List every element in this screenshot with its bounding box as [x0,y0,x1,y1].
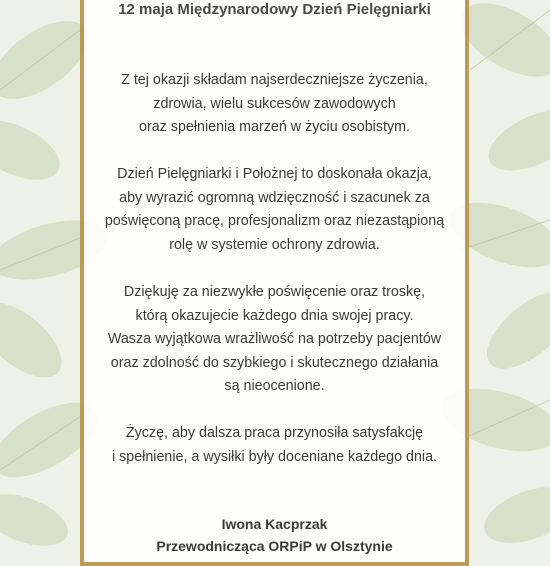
paragraph-wishes [84,69,465,140]
paragraph-thanks [84,281,465,399]
page-title: 12 maja Międzynarodowy Dzień Pielęgniarki [118,1,431,18]
paragraph-line: Z tej okazji składam najserdeczniejsze życzenia, [121,72,428,88]
paragraph-line: Życzę, aby dalsza praca przynosiła satysfakcję [125,425,424,441]
signature-block [84,513,465,557]
paragraph-line: zdrowia, wielu sukcesów zawodowych [153,95,396,112]
signature-name: Iwona Kacprzak [221,516,328,532]
paragraph-line: Wasza wyjątkowa wrażliwość na potrzeby pacjentów [107,331,442,348]
paragraph-line: oraz zdolność do szybkiego i skutecznego działania [110,354,439,371]
paragraph-line: są nieocenione. [224,378,325,395]
paragraph-line: i spełnienie, a wysiłki były doceniane każdego dnia. [111,448,438,465]
signature-role: Przewodnicząca ORPiP w Olsztynie [156,538,393,554]
paragraph-line: oraz spełnienia marzeń w życiu osobistym. [139,119,410,136]
paragraph-line: Dziękuję za niezwykłe poświęcenie oraz troskę, [123,284,426,300]
paragraph-line: aby wyrazić ogromną wdzięczność i szacunek za [119,189,430,206]
paragraph-occasion [84,163,465,257]
paragraph-closing-wish [84,422,465,469]
paragraph-line: Dzień Pielęgniarki i Położnej to doskonała okazja, [117,166,432,182]
letter-content [84,0,465,554]
paragraph-line: poświęconą pracę, profesjonalizm oraz niezastąpioną [104,213,445,230]
paragraph-line: rolę w systemie ochrony zdrowia. [169,236,380,253]
paragraph-line: którą okazujecie każdego dnia swojej pracy. [135,307,414,324]
